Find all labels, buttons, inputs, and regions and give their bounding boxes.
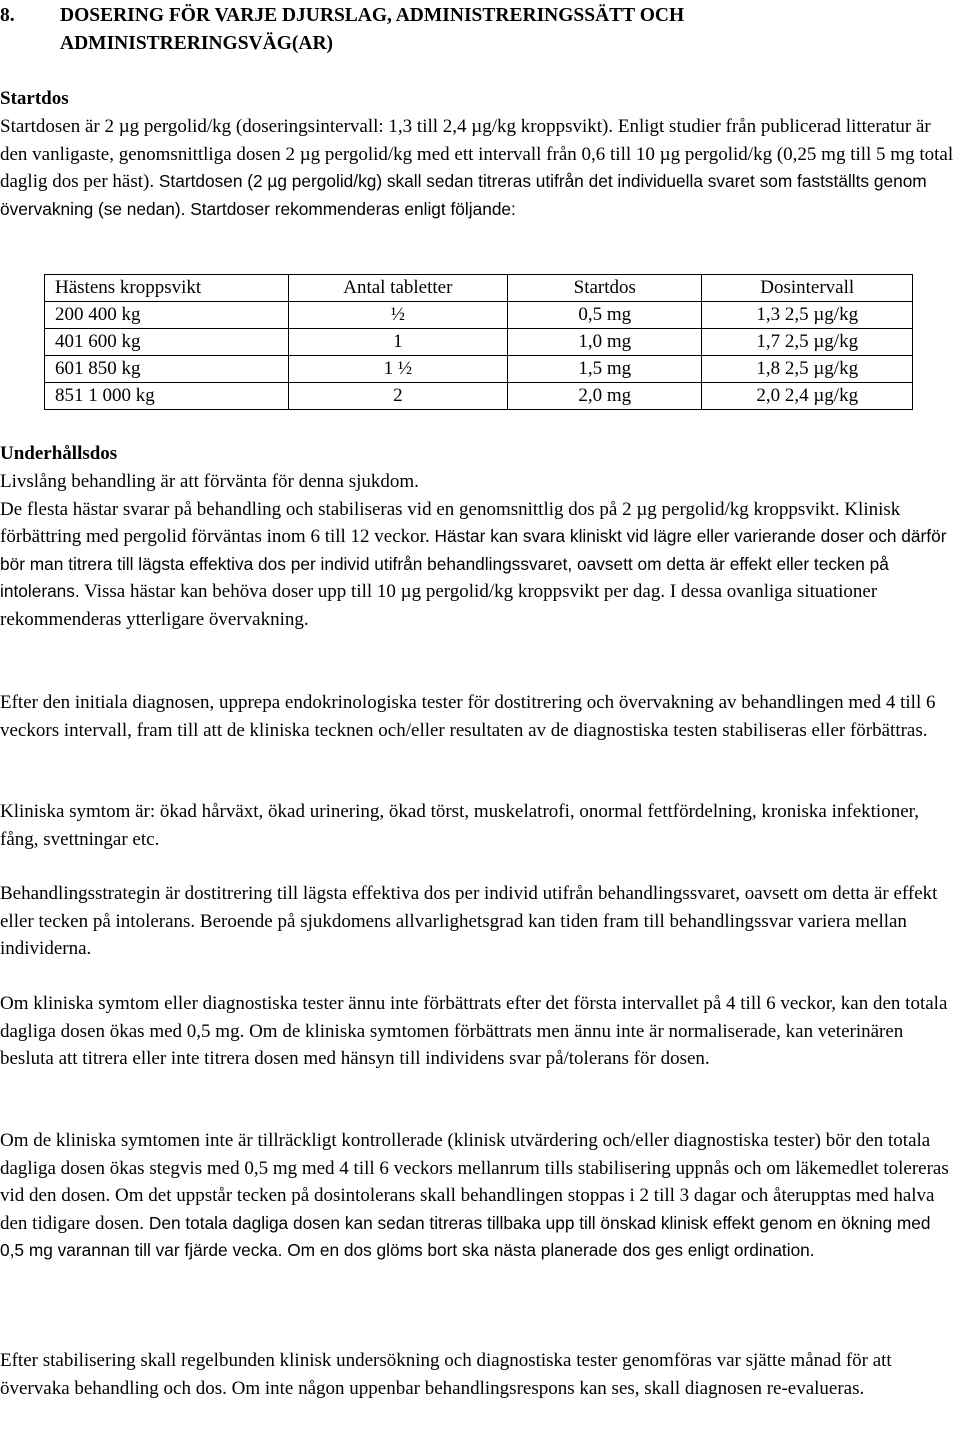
table-cell: 1,8 2,5 µg/kg xyxy=(702,356,913,383)
table-row xyxy=(45,329,913,356)
paragraph-ej-kontrollerade xyxy=(0,1127,958,1265)
table-cell: 1,0 mg xyxy=(508,329,702,356)
table-cell: ½ xyxy=(288,302,508,329)
section-title-line-2: ADMINISTRERINGSVÄG(AR) xyxy=(60,33,334,54)
table-cell: 1 ½ xyxy=(288,356,508,383)
table-header-cell: Antal tabletter xyxy=(288,275,508,302)
ej-kontrollerade-text-sans: Den totala dagliga dosen kan sedan titreras tillbaka upp till önskad klinisk effekt genom en ökning med 0,5 mg varannan till var fjärde vecka. Om en dos glöms bort ska nästa planerade dos ges enligt ordination. xyxy=(0,1212,931,1261)
paragraph-efter-diagnos: Efter den initiala diagnosen, upprepa endokrinologiska tester för dostitrering och övervakning av behandlingen med 4 till 6 veckors intervall, fram till att de kliniska tecknen och/eller resultaten av de diagnostiska testen stabiliseras eller förbättras. xyxy=(0,692,936,741)
table-row xyxy=(45,383,913,410)
startdos-heading: Startdos xyxy=(0,88,69,109)
paragraph-om-ej-forbattrat: Om kliniska symtom eller diagnostiska tester ännu inte förbättrats efter det första intervallet på 4 till 6 veckor, kan den totala dagliga dosen ökas med 0,5 mg. Om de kliniska symtomen förbättrats men ännu inte är normaliserade, kan veterinären besluta att titrera eller inte titrera dosen med hänsyn till individens svar på/tolerans för dosen. xyxy=(0,993,948,1070)
table-cell: 1,7 2,5 µg/kg xyxy=(702,329,913,356)
underhallsdos-text-serif-2: Vissa hästar kan behöva doser upp till 10 µg pergolid/kg kroppsvikt per dag. I dessa ovanliga situationer rekommenderas ytterligare övervakning. xyxy=(0,581,878,630)
underhallsdos-paragraph xyxy=(0,468,958,634)
table-cell: 601 850 kg xyxy=(45,356,289,383)
table-cell: 1 xyxy=(288,329,508,356)
table-row xyxy=(45,302,913,329)
startdos-text-serif: Startdosen är 2 µg pergolid/kg (doseringsintervall: 1,3 till 2,4 µg/kg kroppsvikt). Enligt studier från publicerad litteratur är den vanligaste, genomsnittliga dosen 2 µg pergolid/kg med ett intervall från 0,6 till 10 µg pergolid/kg (0,25 mg till 5 mg total daglig dos per häst). xyxy=(0,116,954,193)
section-heading xyxy=(0,2,950,54)
paragraph-behandlingsstrategi: Behandlingsstrategin är dostitrering till lägsta effektiva dos per individ utifrån behandlingssvaret, oavsett om detta är effekt eller tecken på intolerans. Beroende på sjukdomens allvarlighetsgrad kan tiden fram till behandlingssvar variera mellan individerna. xyxy=(0,883,938,960)
table-cell: 0,5 mg xyxy=(508,302,702,329)
table-cell: 1,3 2,5 µg/kg xyxy=(702,302,913,329)
paragraph-stabilisering: Efter stabilisering skall regelbunden klinisk undersökning och diagnostiska tester genomföras var sjätte månad för att övervaka behandling och dos. Om inte någon uppenbar behandlingsrespons kan ses, skall diagnosen re-evalueras. xyxy=(0,1350,892,1399)
underhallsdos-text-serif: De flesta hästar svarar på behandling och stabiliseras vid en genomsnittlig dos på 2 µg pergolid/kg kroppsvikt. Klinisk förbättring med pergolid förväntas inom 6 till 12 veckor. xyxy=(0,498,901,548)
paragraph-kliniska-symtom: Kliniska symtom är: ökad hårväxt, ökad urinering, ökad törst, muskelatrofi, onormal fettfördelning, kroniska infektioner, fång, svettningar etc. xyxy=(0,801,919,850)
underhallsdos-text-sans: Hästar kan svara kliniskt vid lägre eller varierande doser och därför bör man titrera till lägsta effektiva dos per individ utifrån behandlingssvaret, oavsett om detta är effekt eller tecken på intolerans. xyxy=(0,526,947,602)
section-number: 8. xyxy=(0,5,15,26)
section-title xyxy=(60,2,940,58)
table-header-cell: Hästens kroppsvikt xyxy=(45,275,289,302)
table-header-row xyxy=(45,275,913,302)
startdos-paragraph xyxy=(0,113,958,223)
table-cell: 2,0 2,4 µg/kg xyxy=(702,383,913,410)
table-cell: 851 1 000 kg xyxy=(45,383,289,410)
ej-kontrollerade-text-serif: Om de kliniska symtomen inte är tillräckligt kontrollerade (klinisk utvärdering och/eller diagnostiska tester) bör den totala dagliga dosen ökas stegvis med 0,5 mg med 4 till 6 veckors mellanrum tills stabilisering uppnås och om läkemedlet tolereras vid den dosen. Om det uppstår tecken på dosintolerans skall behandlingen stoppas i 2 till 3 dagar och återupptas med halva den tidigare dosen. xyxy=(0,1130,949,1234)
table-cell: 2 xyxy=(288,383,508,410)
table-header-cell: Startdos xyxy=(508,275,702,302)
underhallsdos-heading: Underhållsdos xyxy=(0,443,118,464)
table-header-cell: Dosintervall xyxy=(702,275,913,302)
section-title-line-1: DOSERING FÖR VARJE DJURSLAG, ADMINISTRERINGSSÄTT OCH xyxy=(60,5,685,26)
startdos-text-sans: Startdosen (2 µg pergolid/kg) skall sedan titreras utifrån det individuella svaret som fastställts genom övervakning (se nedan). Startdoser rekommenderas enligt följande: xyxy=(0,171,927,219)
table-cell: 200 400 kg xyxy=(45,302,289,329)
table-cell: 2,0 mg xyxy=(508,383,702,410)
table-cell: 1,5 mg xyxy=(508,356,702,383)
table-row xyxy=(45,356,913,383)
underhallsdos-line-1: Livslång behandling är att förvänta för denna sjukdom. xyxy=(0,471,419,492)
table-cell: 401 600 kg xyxy=(45,329,289,356)
dose-table xyxy=(44,274,913,410)
